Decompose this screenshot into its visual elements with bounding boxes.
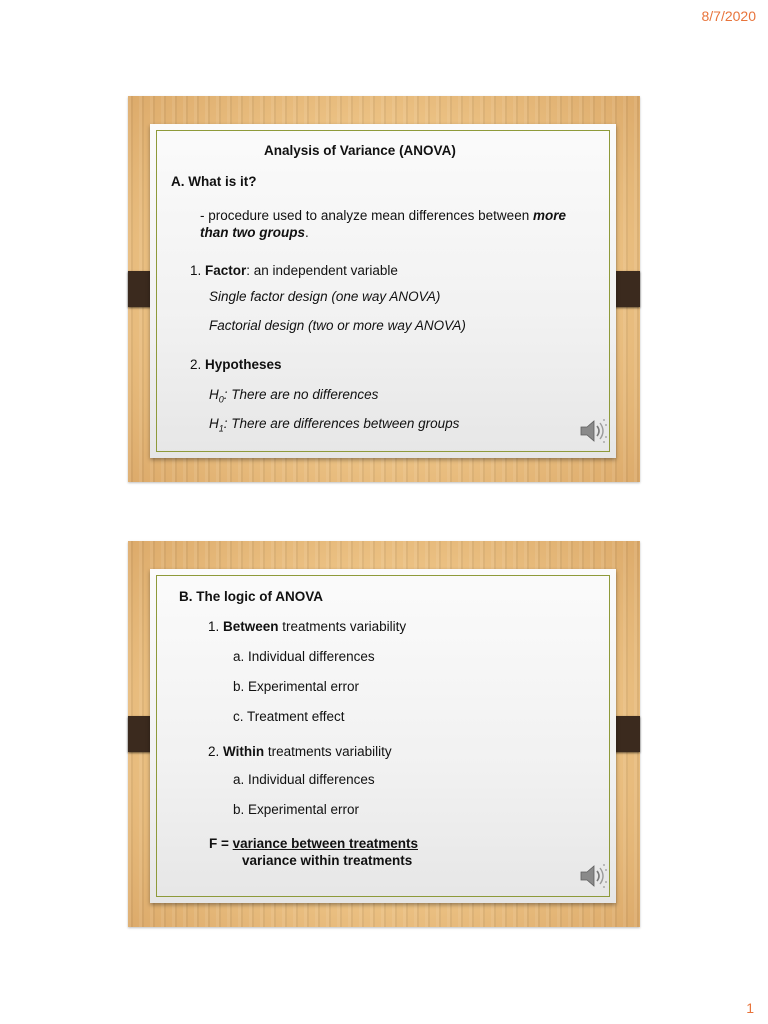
hypotheses-label: Hypotheses: [205, 357, 282, 372]
definition-emphasis-1: more: [532, 208, 566, 223]
definition-end: .: [305, 225, 309, 240]
slide-title: Analysis of Variance (ANOVA): [264, 143, 456, 158]
definition-line-2: [200, 224, 309, 241]
factor-number: 1.: [190, 263, 206, 278]
section-heading-a: A. What is it?: [171, 174, 257, 189]
factor-label: Factor: [205, 263, 247, 278]
between-b: b. Experimental error: [233, 679, 360, 694]
slide-1: [128, 96, 640, 482]
speaker-icon[interactable]: [578, 861, 608, 891]
between-number: 1.: [208, 619, 224, 634]
f-denominator: variance within treatments: [242, 853, 413, 868]
f-label: F =: [209, 836, 233, 851]
slide-2: [128, 541, 640, 927]
within-a: a. Individual differences: [233, 772, 375, 787]
slide-1-paper: [150, 124, 616, 458]
f-formula-numerator-line: [209, 835, 418, 852]
hypotheses-number: 2.: [190, 357, 206, 372]
within-text: treatments variability: [264, 744, 392, 759]
hypothesis-h1: [209, 415, 459, 438]
between-a: a. Individual differences: [233, 649, 375, 664]
definition-line-1: [200, 207, 566, 224]
slide-2-paper: [150, 569, 616, 903]
factorial-line: Factorial design (two or more way ANOVA): [209, 318, 466, 333]
page-number: 1: [746, 1000, 754, 1016]
hypothesis-h0: [209, 386, 378, 409]
date-header: 8/7/2020: [701, 8, 756, 24]
within-number: 2.: [208, 744, 224, 759]
between-label: Between: [223, 619, 279, 634]
h0-symbol: H: [209, 387, 219, 402]
h1-symbol: H: [209, 416, 219, 431]
single-factor-line: Single factor design (one way ANOVA): [209, 289, 441, 304]
h1-subscript: 1: [218, 423, 224, 434]
h1-text: : There are differences between groups: [223, 416, 460, 431]
between-text: treatments variability: [278, 619, 407, 634]
factor-item: [190, 262, 398, 279]
h0-subscript: 0: [218, 394, 224, 405]
section-heading-b: B. The logic of ANOVA: [179, 589, 323, 604]
definition-emphasis-2: than two groups: [200, 225, 305, 240]
factor-text: : an independent variable: [246, 263, 398, 278]
within-label: Within: [223, 744, 265, 759]
hypotheses-item: [190, 356, 282, 373]
speaker-icon[interactable]: [578, 416, 608, 446]
h0-text: : There are no differences: [223, 387, 379, 402]
within-item: [208, 743, 392, 760]
definition-text: - procedure used to analyze mean differences between: [200, 208, 533, 223]
f-numerator: variance between treatments: [232, 836, 418, 851]
between-c: c. Treatment effect: [233, 709, 345, 724]
within-b: b. Experimental error: [233, 802, 360, 817]
between-item: [208, 618, 406, 635]
